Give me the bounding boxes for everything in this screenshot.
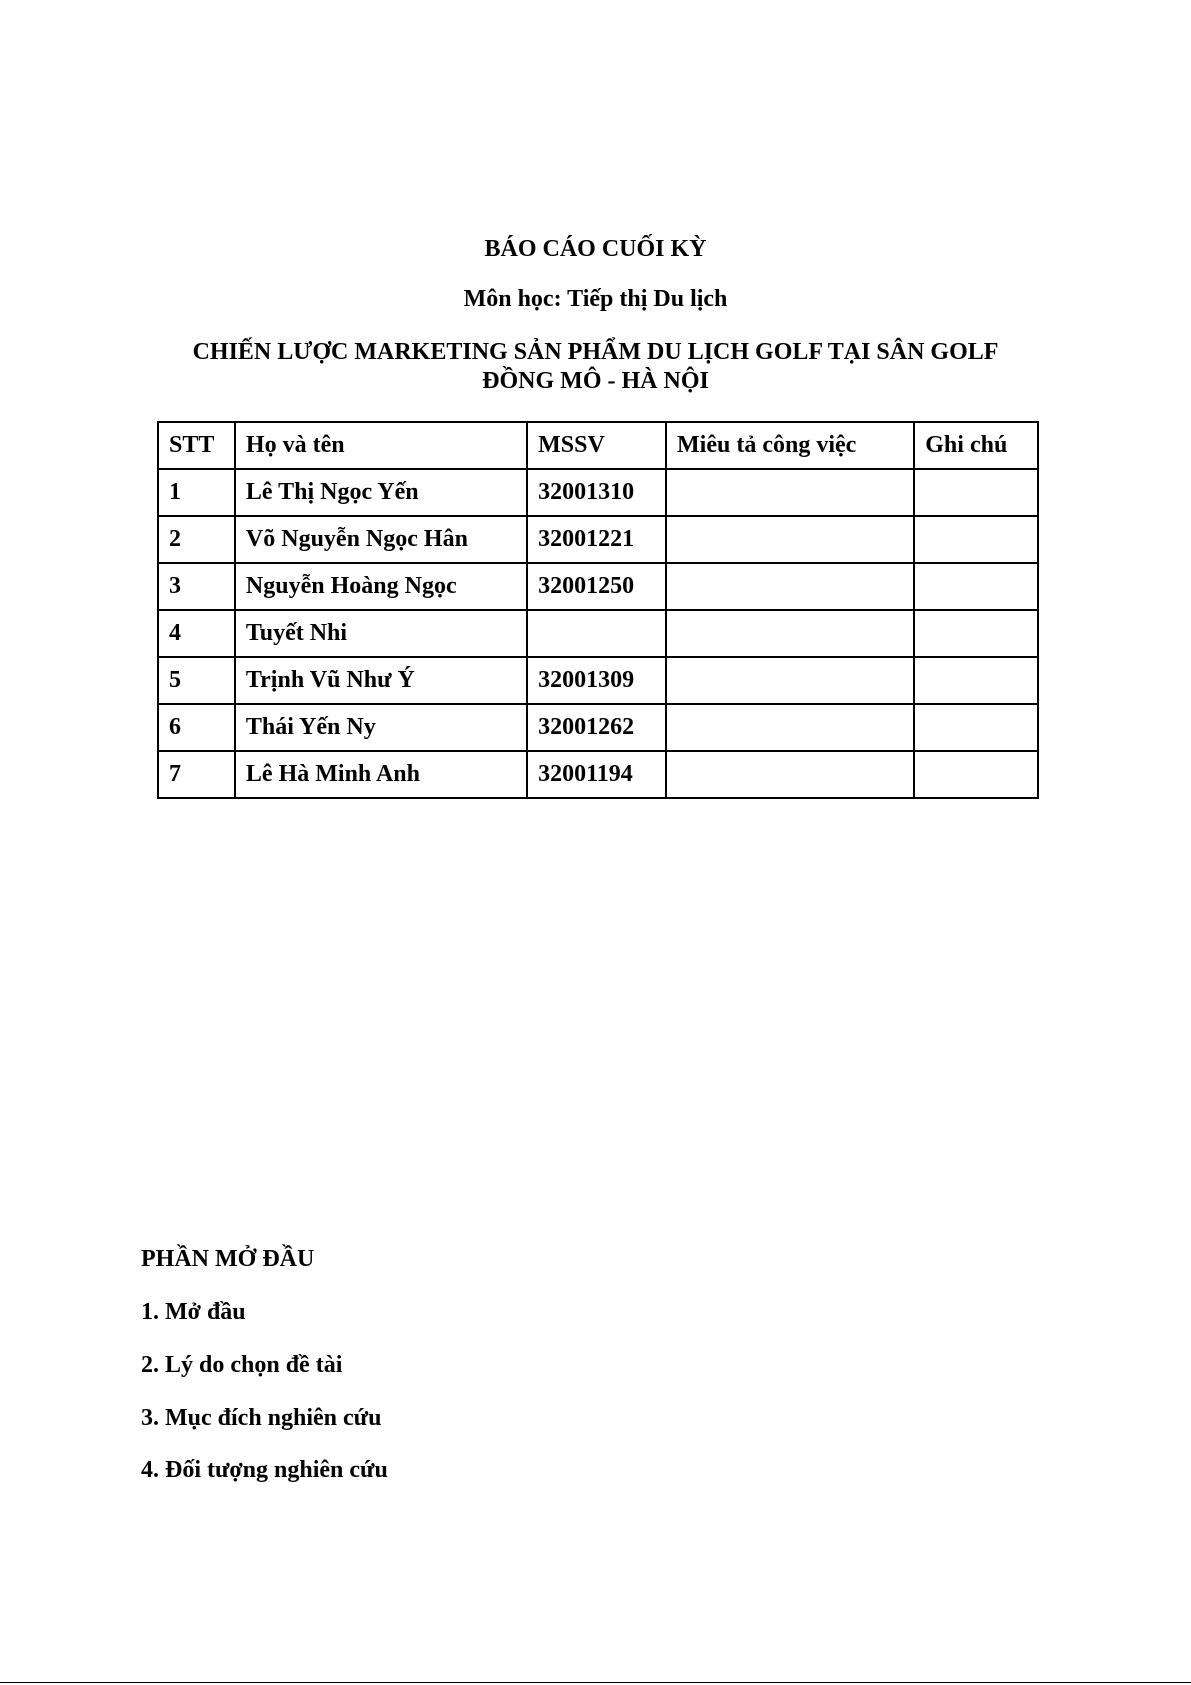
cell-task-description — [666, 469, 914, 516]
cell-student-id: 32001309 — [527, 657, 666, 704]
cell-task-description — [666, 657, 914, 704]
page-bottom-rule — [0, 1682, 1191, 1683]
cell-stt: 2 — [158, 516, 235, 563]
cell-student-id: 32001250 — [527, 563, 666, 610]
intro-item: 3. Mục đích nghiên cứu — [141, 1405, 382, 1431]
cell-task-description — [666, 610, 914, 657]
cell-student-id: 32001262 — [527, 704, 666, 751]
cell-student-id — [527, 610, 666, 657]
table-row — [158, 516, 1038, 563]
cell-stt: 1 — [158, 469, 235, 516]
cell-notes — [914, 469, 1038, 516]
cell-task-description — [666, 563, 914, 610]
cell-task-description — [666, 516, 914, 563]
cell-notes — [914, 610, 1038, 657]
table-row — [158, 704, 1038, 751]
cell-stt: 6 — [158, 704, 235, 751]
header-notes: Ghi chú — [914, 422, 1038, 469]
cell-name: Thái Yến Ny — [235, 704, 527, 751]
cell-stt: 5 — [158, 657, 235, 704]
member-table — [157, 421, 1039, 799]
cell-student-id: 32001221 — [527, 516, 666, 563]
table-row — [158, 610, 1038, 657]
header-stt: STT — [158, 422, 235, 469]
header-name: Họ và tên — [235, 422, 527, 469]
cell-student-id: 32001310 — [527, 469, 666, 516]
cell-notes — [914, 563, 1038, 610]
cell-student-id: 32001194 — [527, 751, 666, 798]
cell-name: Võ Nguyễn Ngọc Hân — [235, 516, 527, 563]
cell-notes — [914, 516, 1038, 563]
header-student-id: MSSV — [527, 422, 666, 469]
intro-heading: PHẦN MỞ ĐẦU — [141, 1246, 315, 1272]
cell-stt: 7 — [158, 751, 235, 798]
cell-name: Tuyết Nhi — [235, 610, 527, 657]
intro-item: 1. Mở đầu — [141, 1299, 246, 1325]
table-row — [158, 563, 1038, 610]
cell-task-description — [666, 704, 914, 751]
cell-name: Lê Thị Ngọc Yến — [235, 469, 527, 516]
table-row — [158, 751, 1038, 798]
topic-title-line-2: ĐỒNG MÔ - HÀ NỘI — [482, 368, 709, 394]
table-row — [158, 469, 1038, 516]
cell-notes — [914, 751, 1038, 798]
cell-name: Trịnh Vũ Như Ý — [235, 657, 527, 704]
cell-stt: 3 — [158, 563, 235, 610]
cell-notes — [914, 657, 1038, 704]
table-header-row — [158, 422, 1038, 469]
cell-name: Lê Hà Minh Anh — [235, 751, 527, 798]
cell-task-description — [666, 751, 914, 798]
report-title: BÁO CÁO CUỐI KỲ — [484, 236, 707, 262]
intro-item: 2. Lý do chọn đề tài — [141, 1352, 343, 1378]
cell-stt: 4 — [158, 610, 235, 657]
topic-title-line-1: CHIẾN LƯỢC MARKETING SẢN PHẨM DU LỊCH GOLF TẠI SÂN GOLF — [192, 339, 999, 365]
course-name: Môn học: Tiếp thị Du lịch — [463, 286, 728, 312]
cell-notes — [914, 704, 1038, 751]
table-row — [158, 657, 1038, 704]
cell-name: Nguyễn Hoàng Ngọc — [235, 563, 527, 610]
header-task-description: Miêu tả công việc — [666, 422, 914, 469]
intro-item: 4. Đối tượng nghiên cứu — [141, 1457, 388, 1483]
